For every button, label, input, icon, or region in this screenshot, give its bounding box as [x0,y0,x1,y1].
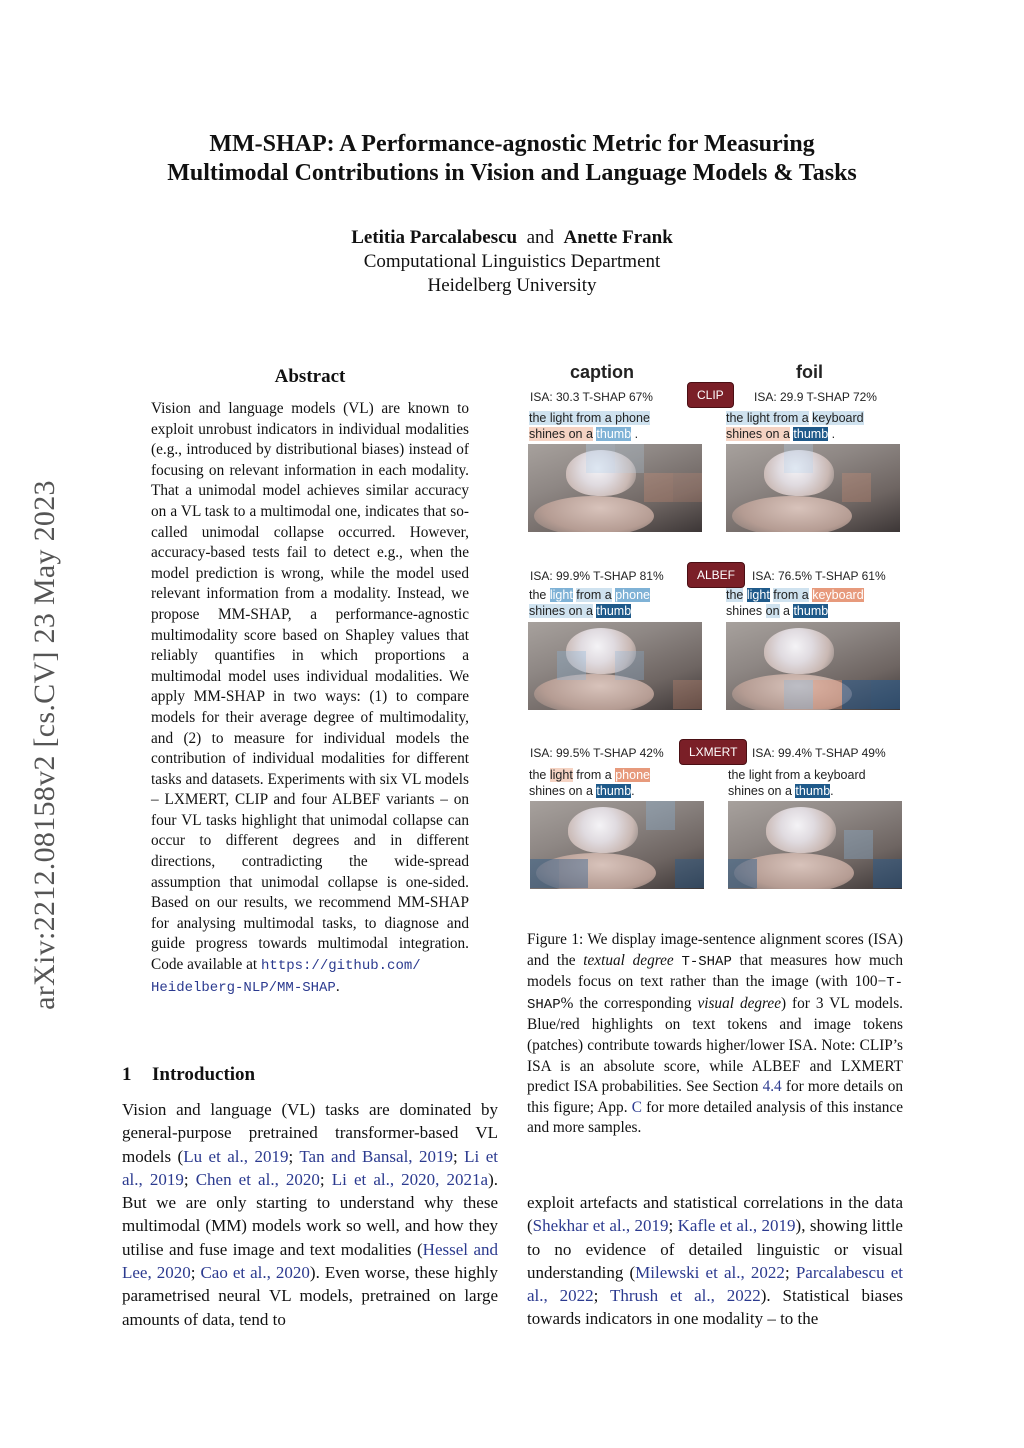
author-1: Letitia Parcalabescu [351,227,518,248]
section-heading-introduction [122,1064,255,1086]
citation-link[interactable]: Kafle et al., 2019 [677,1216,796,1236]
citation-link[interactable]: Milewski et al., 2022 [635,1262,785,1282]
score-clip-caption: ISA: 30.3 T-SHAP 67% [530,390,653,404]
section-ref-link[interactable]: 4.4 [762,1078,782,1096]
citation-link[interactable]: Shekhar et al., 2019 [532,1216,669,1236]
appendix-ref-link[interactable]: C [631,1098,642,1116]
image-albef-caption [528,622,702,710]
citation-link[interactable]: Chen et al., 2020 [195,1169,320,1189]
score-clip-foil: ISA: 29.9 T-SHAP 72% [754,390,877,404]
abstract-text: Vision and language models (VL) are known to exploit unrobust indicators in individual modalities (e.g., introduced by distributional biases) instead of focusing on relevant information in each modality. That a unimodal model achieves similar accuracy on a VL task to a multimodal one, indicates that so-called unimodal collapse occurred. However, accuracy-based tests fail to detect e.g., when the model prediction is wrong, while the model used relevant information from a modality. Instead, we propose MM-SHAP, a performance-agnostic multimodality score based on Shapley values that reliably quantifies in which proportions a multimodal model uses individual modalities. We apply MM-SHAP in two ways: (1) to compare models for their average degree of multimodality, and (2) to measure for individual models the contribution of individual modalities for different tasks and datasets. Experiments with six VL models – LXMERT, CLIP and four ALBEF variants – on four VL tasks highlight that unimodal collapse can occur to different degrees and in different directions, contradicting the wide-spread assumption that unimodal collapse is one-sided. Based on our results, we recommend MM-SHAP for analysing multimodal tasks, to diagnose and guide progress towards multimodal integration. Code available at [151,400,469,974]
sentence-lxmert-foil: the light from a keyboard shines on a thumb. [728,768,866,798]
citation-link[interactable]: Li et al., 2019 [122,1146,498,1189]
title-line-1: MM-SHAP: A Performance-agnostic Metric for Measuring [209,131,815,157]
affiliation-univ: Heidelberg University [427,275,597,296]
image-albef-foil [726,622,900,710]
model-badge-albef: ALBEF [687,562,745,588]
image-clip-caption [528,444,702,532]
section-number: 1 [122,1064,132,1085]
right-column-paragraph: exploit artefacts and statistical correlations in the data (Shekhar et al., 2019; Kafle et al., 2019), showing little to no evidence of detailed linguistic or visual understanding (Milewski et al., 2022; Parcalabescu et al., 2022; Thrush et al., 2022). Statistical biases towards indicators in one modality – to the [527,1193,904,1329]
score-lxmert-caption: ISA: 99.5% T-SHAP 42% [530,746,664,760]
arxiv-identifier: arXiv:2212.08158v2 [cs.CV] 23 May 2023 [28,480,61,1010]
sentence-albef-caption: the light from a phone shines on a thumb [529,588,650,618]
affiliation-dept: Computational Linguistics Department [363,251,661,272]
citation-link[interactable]: Parcalabescu et al., 2022 [527,1262,904,1306]
image-clip-foil [726,444,900,532]
sentence-albef-foil: the light from a keyboard shines on a thumb [726,588,864,618]
model-badge-clip: CLIP [687,382,734,408]
citation-link[interactable]: Hessel and Lee, 2020 [122,1239,498,1283]
image-lxmert-foil [728,801,902,889]
figure-1 [524,360,908,920]
sentence-clip-foil: the light from a keyboard shines on a thumb . [726,411,864,441]
paper-title [0,130,1024,188]
citation-link[interactable]: Cao et al., 2020 [200,1263,310,1283]
abstract-body: Vision and language models (VL) are known to exploit unrobust indicators in individual modalities (e.g., introduced by distributional biases) instead of focusing on relevant information in each modality. That a unimodal model achieves similar accuracy on a VL task to a multimodal one, indicates that so-called unimodal collapse occurred. However, accuracy-based tests fail to detect e.g., when the model prediction is wrong, while the model used relevant information from a modality. Instead, we propose MM-SHAP, a performance-agnostic multimodality score based on Shapley values that reliably quantifies in which proportions a multimodal model uses individual modalities. We apply MM-SHAP in two ways: (1) to compare models for their average degree of multimodality, and (2) to measure for individual models the contribution of individual modalities for different tasks and datasets. Experiments with six VL models – LXMERT, CLIP and four ALBEF variants – on four VL tasks highlight that unimodal collapse can occur to different degrees and in different directions, contradicting the wide-spread assumption that unimodal collapse is one-sided. Based on our results, we recommend MM-SHAP for analysing multimodal tasks, to diagnose and guide progress towards multimodal integration. Code available at https://github.com/ Heidelberg-NLP/MM-SHAP. [151,400,469,996]
citation-link[interactable]: Thrush et al., 2022 [609,1286,761,1306]
abstract-heading: Abstract [274,366,346,387]
sentence-clip-caption: the light from a phone shines on a thumb . [529,411,650,441]
image-lxmert-caption [530,801,704,889]
section-title: Introduction [152,1064,256,1085]
column-header-foil: foil [796,362,823,382]
column-header-caption: caption [570,362,635,382]
citation-link[interactable]: Lu et al., 2019 [183,1146,289,1166]
figure-caption: Figure 1: We display image-sentence alignment scores (ISA) and the textual degree T-SHAP that measures how much models focus on text rather than the image (with 100−T-SHAP% the corresponding visual degree) for 3 VL models. Blue/red highlights on text tokens and image tokens (patches) contribute towards higher/lower ISA. Note: CLIP’s ISA is an absolute score, while ALBEF and LXMERT predict ISA probabilities. See Section 4.4 for more details on this figure; App. C for more detailed analysis of this instance and more samples. [527,931,903,1137]
author-2: Anette Frank [563,227,673,248]
author-and: and [526,227,555,248]
code-link[interactable]: https://github.com/ Heidelberg-NLP/MM-SHAP [151,958,421,996]
citation-link[interactable]: Li et al., 2020, 2021a [331,1169,489,1189]
score-lxmert-foil: ISA: 99.4% T-SHAP 49% [752,746,886,760]
score-albef-foil: ISA: 76.5% T-SHAP 61% [752,569,886,583]
citation-link[interactable]: Tan and Bansal, 2019 [299,1146,453,1166]
model-badge-lxmert: LXMERT [679,739,747,765]
introduction-paragraph: Vision and language (VL) tasks are dominated by general-purpose pretrained transformer-based VL models (Lu et al., 2019; Tan and Bansal, 2019; Li et al., 2019; Chen et al., 2020; Li et al., 2020, 2021a). But we are only starting to understand why these multimodal (MM) models work so well, and how they utilise and fuse image and text modalities (Hessel and Lee, 2020; Cao et al., 2020). Even worse, these highly parametrised neural VL models, pretrained on large amounts of data, tend to [122,1100,498,1329]
title-line-2: Multimodal Contributions in Vision and Language Models & Tasks [167,160,857,186]
author-block [0,226,1024,298]
sentence-lxmert-caption: the light from a phone shines on a thumb. [529,768,650,798]
score-albef-caption: ISA: 99.9% T-SHAP 81% [530,569,664,583]
